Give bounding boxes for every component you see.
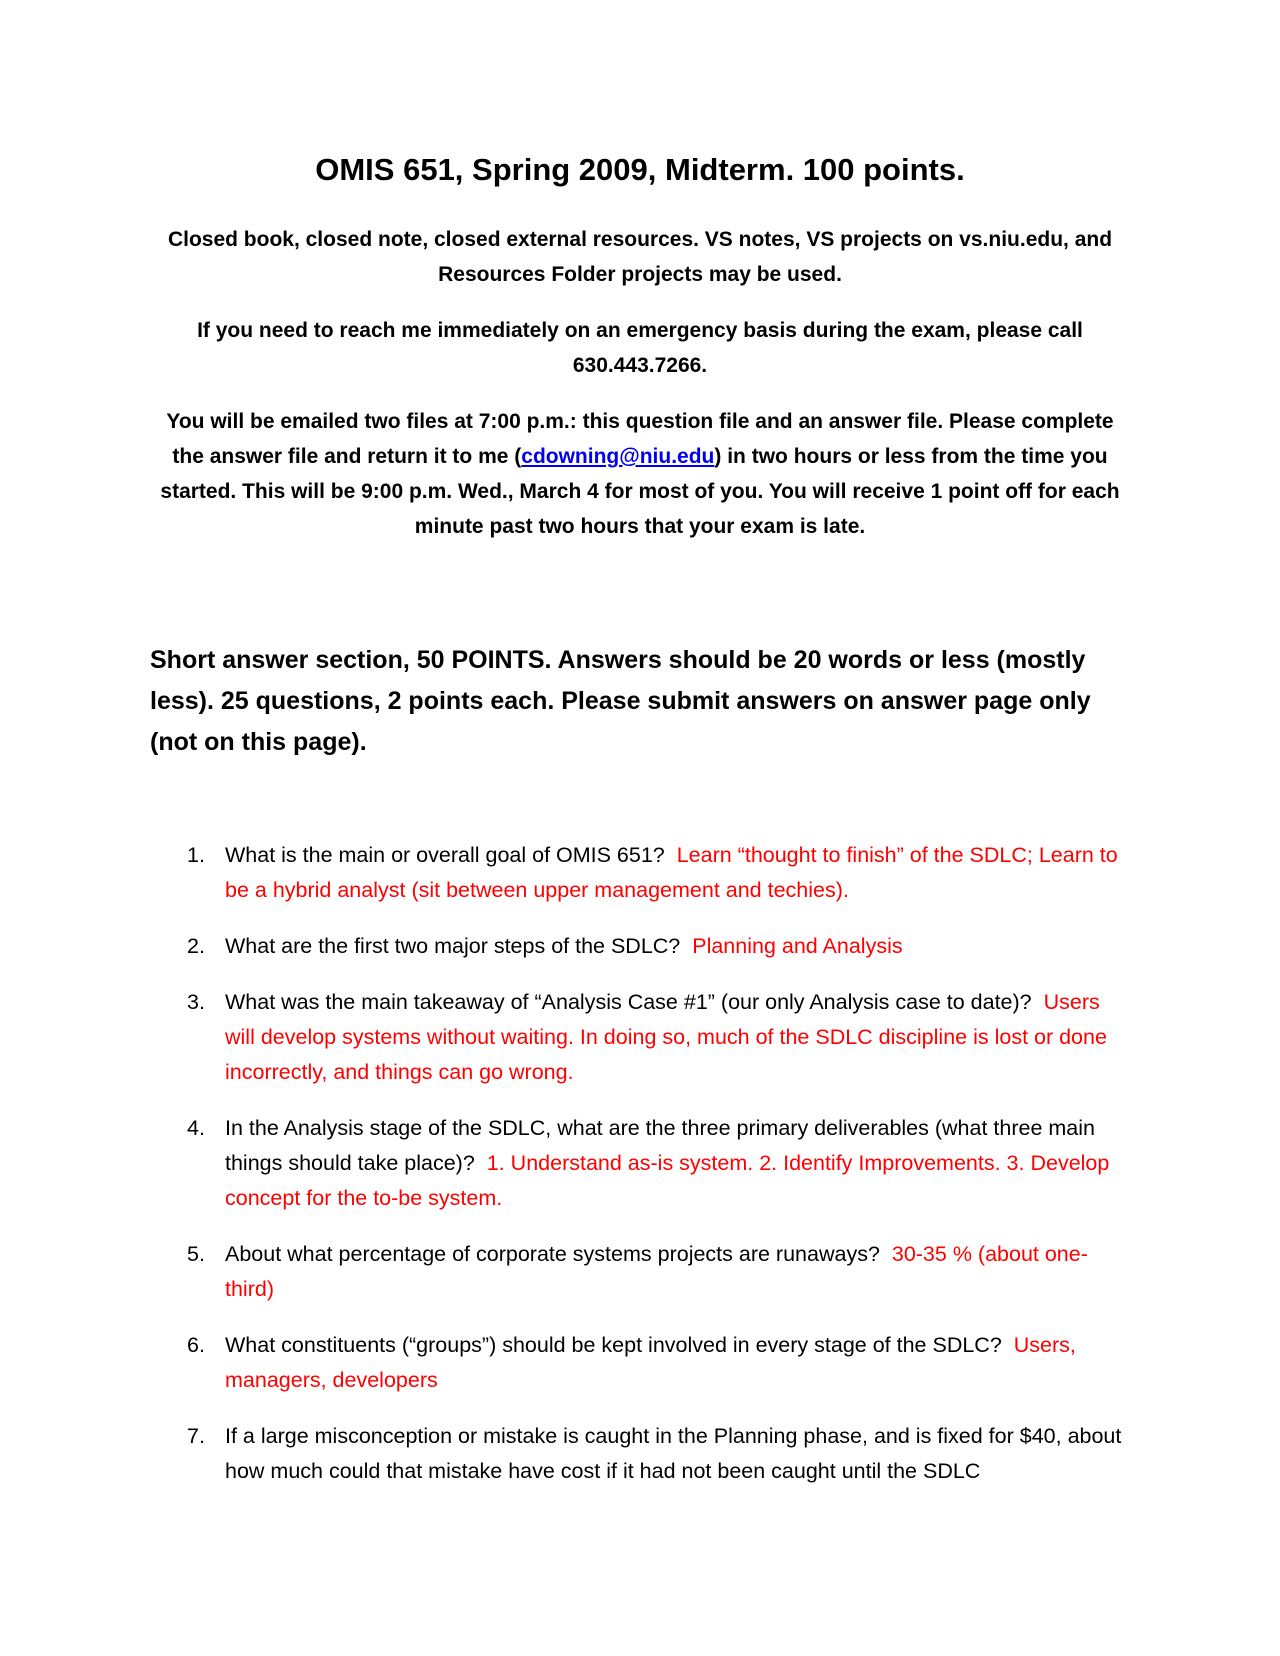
question-list [150,838,1130,1510]
question-number: 3. [187,990,205,1014]
section-heading: Short answer section, 50 POINTS. Answers should be 20 words or less (mostly less). 25 questions, 2 points each. Please submit answers on answer page only (not on this page). [150,646,1091,756]
question-item [150,929,1130,964]
email-link[interactable]: cdowning@niu.edu [521,445,715,468]
answer-text: Learn “thought to finish” of the SDLC; Learn to be a hybrid analyst (sit between upper management and techies). [225,843,1118,902]
question-text: About what percentage of corporate systems projects are runaways? [225,1242,880,1266]
question-text: What was the main takeaway of “Analysis Case #1” (our only Analysis case to date)? [225,990,1032,1014]
instructions-text-after: ) in two hours or less from the time you started. This will be 9:00 p.m. Wed., March 4 for most of you. You will receive 1 point off for each minute past two hours that your exam is late. [160,445,1120,538]
answer-text: Planning and Analysis [692,934,903,958]
question-number: 6. [187,1333,205,1357]
answer-text: 30-35 % (about one-third) [225,1242,1088,1301]
instructions-text-before: You will be emailed two files at 7:00 p.m.: this question file and an answer file. Please complete the answer file and return it to me ( [166,410,1114,468]
emergency-contact: If you need to reach me immediately on an emergency basis during the exam, please call 630.443.7266. [197,319,1083,377]
question-number: 2. [187,934,205,958]
answer-text: Users, managers, developers [225,1333,1076,1392]
question-text: What is the main or overall goal of OMIS 651? [225,843,665,867]
question-item [150,1237,1130,1307]
question-text: If a large misconception or mistake is caught in the Planning phase, and is fixed for $40, about how much could that mistake have cost if it had not been caught until the SDLC [225,1424,1122,1483]
question-text: What are the first two major steps of the SDLC? [225,934,681,958]
question-item [150,985,1130,1090]
question-number: 7. [187,1424,205,1448]
question-item [150,1111,1130,1216]
question-text: In the Analysis stage of the SDLC, what are the three primary deliverables (what three main things should take place)? [225,1116,1095,1175]
exam-title: OMIS 651, Spring 2009, Midterm. 100 points. [315,152,965,187]
question-number: 1. [187,843,205,867]
answer-text: Users will develop systems without waiting. In doing so, much of the SDLC discipline is lost or done incorrectly, and things can go wrong. [225,990,1107,1084]
question-text: What constituents (“groups”) should be kept involved in every stage of the SDLC? [225,1333,1002,1357]
answer-text: 1. Understand as-is system. 2. Identify Improvements. 3. Develop concept for the to-be system. [225,1151,1110,1210]
submission-instructions [150,404,1130,544]
question-number: 5. [187,1242,205,1266]
question-number: 4. [187,1116,205,1140]
question-item [150,1328,1130,1398]
question-item [150,1419,1130,1489]
question-item [150,838,1130,908]
exam-rules: Closed book, closed note, closed external resources. VS notes, VS projects on vs.niu.edu, and Resources Folder projects may be used. [167,228,1113,286]
